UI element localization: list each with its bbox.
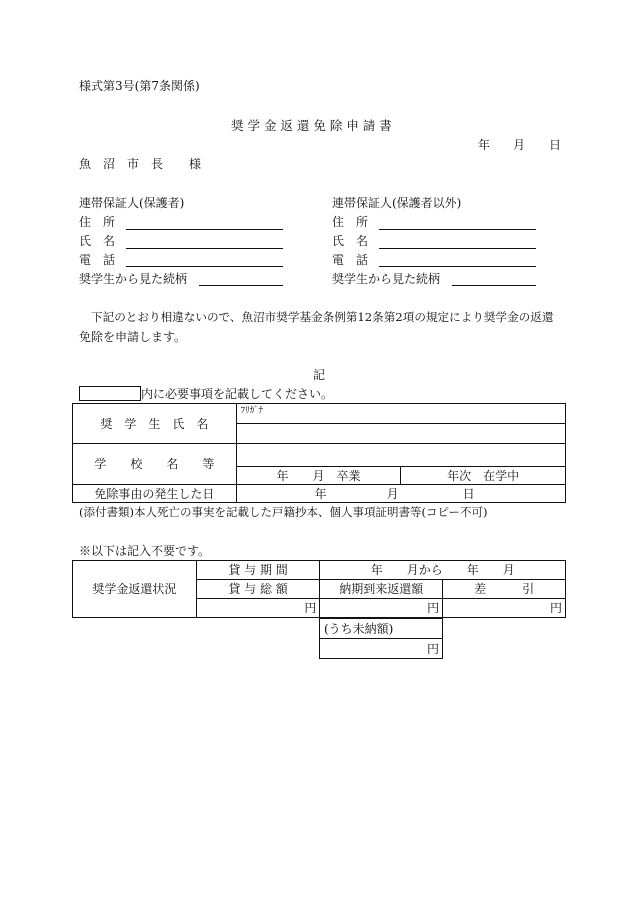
date-year: 年	[478, 138, 491, 152]
school-name-field[interactable]	[236, 444, 565, 467]
student-name-label: 奨 学 生 氏 名	[73, 404, 237, 444]
student-info-table	[72, 403, 566, 503]
loan-total-label: 貸 与 総 額	[196, 580, 320, 599]
repaid-amount-label: 納期到来返還額	[320, 580, 443, 599]
loan-total-field[interactable]	[196, 599, 320, 618]
guarantor-right-relation-field[interactable]	[452, 285, 536, 286]
repayment-status-table	[72, 560, 566, 618]
attachment-note: (添付書類)本人死亡の事実を記載した戸籍抄本、個人事項証明書等(コピー不可)	[79, 505, 488, 519]
body-text-line2: 免除を申請します。	[79, 330, 187, 344]
unpaid-amount-label: (うち未納額)	[320, 619, 443, 639]
occurrence-month: 月	[386, 487, 399, 501]
yen-unit: 円	[549, 601, 562, 615]
student-name-field[interactable]	[236, 424, 565, 444]
furigana-label: ﾌﾘｶﾞﾅ	[240, 406, 264, 416]
document-title: 奨 学 金 返 還 免 除 申 請 書	[231, 118, 392, 133]
guarantor-right-phone-field[interactable]	[379, 266, 536, 267]
occurrence-day: 日	[462, 487, 475, 501]
form-number: 様式第3号(第7条関係)	[79, 79, 200, 93]
guarantor-left-name-field[interactable]	[126, 248, 283, 249]
guarantor-right-name-label: 氏 名	[332, 234, 369, 248]
yen-unit: 円	[427, 601, 440, 615]
furigana-field[interactable]	[236, 404, 565, 424]
instruction-box-sample	[79, 386, 141, 401]
addressee-honorific: 様	[189, 157, 202, 171]
guarantor-right-address-field[interactable]	[379, 229, 536, 230]
loan-period-label: 貸 与 期 間	[196, 561, 320, 580]
balance-label: 差 引	[443, 580, 566, 599]
guarantor-right-name-field[interactable]	[379, 248, 536, 249]
loan-period-field[interactable]: 年 月から 年 月	[320, 561, 566, 580]
guarantor-left-address-label: 住 所	[79, 215, 116, 229]
school-label: 学 校 名 等	[73, 444, 237, 485]
date-month: 月	[513, 138, 526, 152]
repayment-status-label: 奨学金返還状況	[73, 561, 197, 618]
guarantor-right-phone-label: 電 話	[332, 253, 369, 267]
occurrence-year: 年	[314, 487, 327, 501]
occurrence-date-field[interactable]	[236, 485, 565, 503]
occurrence-date-label: 免除事由の発生した日	[73, 485, 237, 503]
guarantor-left-name-label: 氏 名	[79, 234, 116, 248]
guarantor-left-relation-label: 奨学生から見た続柄	[79, 272, 188, 286]
guarantor-right-address-label: 住 所	[332, 215, 369, 229]
repaid-amount-field[interactable]	[320, 599, 443, 618]
not-required-note: ※以下は記入不要です。	[79, 544, 211, 558]
guarantor-left-phone-label: 電 話	[79, 253, 116, 267]
instruction-text: 内に必要事項を記載してください。	[141, 387, 334, 401]
yen-unit: 円	[426, 641, 439, 656]
graduation-field[interactable]: 年 月 卒業	[236, 467, 401, 485]
balance-field[interactable]	[443, 599, 566, 618]
guarantor-left-address-field[interactable]	[126, 229, 283, 230]
guarantor-right-heading: 連帯保証人(保護者以外)	[332, 196, 462, 210]
guarantor-left-phone-field[interactable]	[126, 266, 283, 267]
unpaid-amount-field[interactable]	[320, 639, 443, 659]
enrolled-field[interactable]: 年次 在学中	[401, 467, 566, 485]
addressee-name: 魚 沼 市 長	[79, 157, 164, 171]
date-day: 日	[549, 138, 562, 152]
ki-label: 記	[313, 368, 326, 382]
body-text-line1: 下記のとおり相違ないので、魚沼市奨学基金条例第12条第2項の規定により奨学金の返還	[91, 310, 554, 324]
unpaid-amount-table	[319, 618, 443, 659]
guarantor-left-relation-field[interactable]	[199, 285, 283, 286]
guarantor-left-heading: 連帯保証人(保護者)	[79, 196, 185, 210]
yen-unit: 円	[304, 601, 317, 615]
guarantor-right-relation-label: 奨学生から見た続柄	[332, 272, 441, 286]
